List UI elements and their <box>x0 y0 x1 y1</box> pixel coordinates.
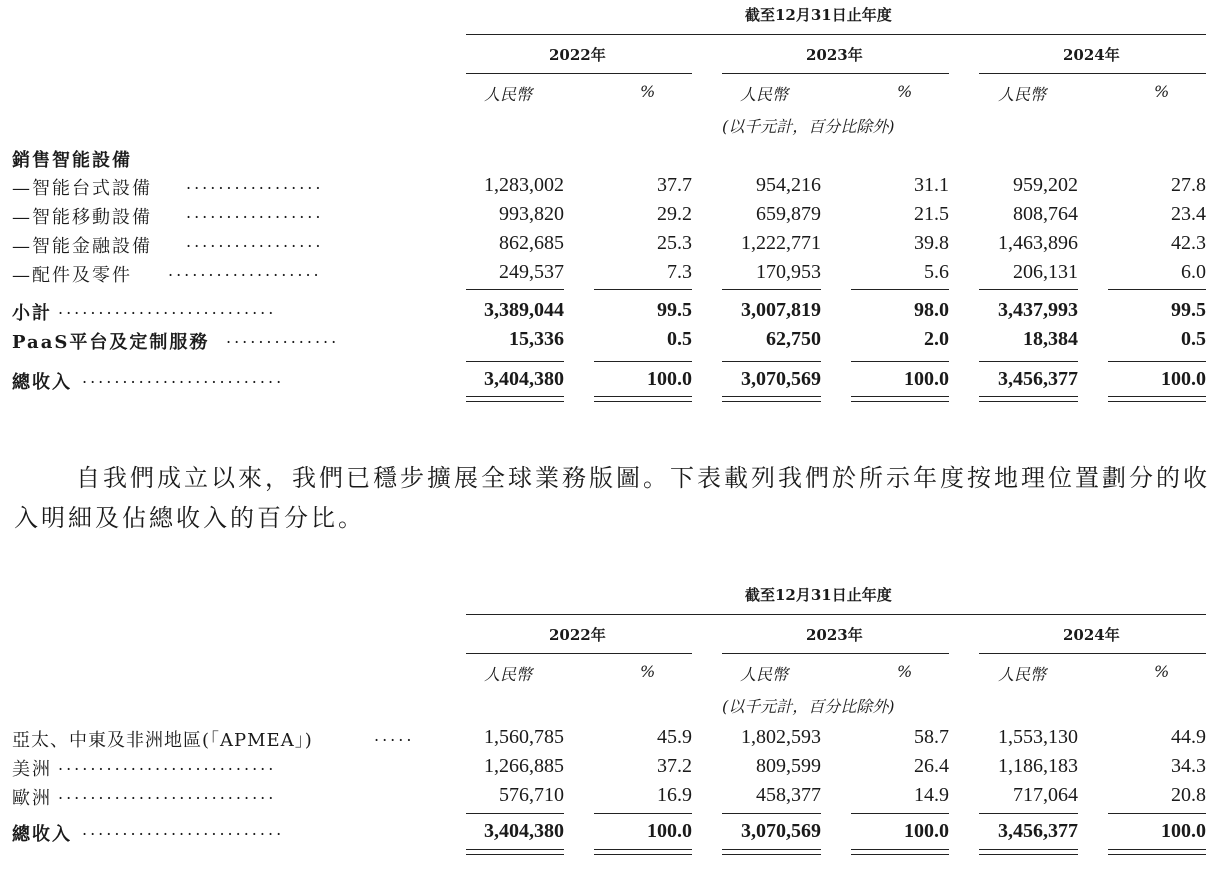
value-cell: 1,266,885 <box>484 755 564 777</box>
value-cell: 170,953 <box>756 261 821 283</box>
year-header-2023: 2023年 <box>806 46 863 64</box>
divider <box>722 849 821 850</box>
column-header-rmb: 人民幣 <box>740 665 789 684</box>
row-label: 歐洲 <box>12 788 52 809</box>
value-cell: 959,202 <box>1013 174 1078 196</box>
value-cell: 31.1 <box>914 174 949 196</box>
leader-dots: ................. <box>186 203 324 222</box>
value-cell: 3,070,569 <box>741 368 821 390</box>
divider <box>594 401 692 402</box>
divider <box>851 361 949 362</box>
value-cell: 27.8 <box>1171 174 1206 196</box>
column-header-rmb: 人民幣 <box>740 85 789 104</box>
value-cell: 7.3 <box>667 261 692 283</box>
divider <box>722 361 821 362</box>
row-label: —配件及零件 <box>12 265 132 286</box>
row-label: PaaS平台及定制服務 <box>12 332 210 353</box>
value-cell: 99.5 <box>657 299 692 321</box>
value-cell: 3,456,377 <box>998 368 1078 390</box>
value-cell: 3,404,380 <box>484 820 564 842</box>
value-cell: 25.3 <box>657 232 692 254</box>
column-header-pct: % <box>640 82 656 101</box>
divider <box>722 73 949 74</box>
divider <box>851 401 949 402</box>
divider <box>466 396 564 397</box>
leader-dots: ........................... <box>58 784 277 803</box>
value-cell: 717,064 <box>1013 784 1078 806</box>
divider <box>466 289 564 290</box>
value-cell: 1,560,785 <box>484 726 564 748</box>
value-cell: 18,384 <box>1023 328 1078 350</box>
divider <box>594 813 692 814</box>
divider <box>979 396 1078 397</box>
value-cell: 1,802,593 <box>741 726 821 748</box>
leader-dots: ......................... <box>82 368 285 387</box>
divider <box>979 73 1206 74</box>
value-cell: 3,389,044 <box>484 299 564 321</box>
value-cell: 0.5 <box>667 328 692 350</box>
body-paragraph <box>14 458 1214 538</box>
column-header-pct: % <box>640 662 656 681</box>
divider <box>722 401 821 402</box>
divider <box>466 849 564 850</box>
value-cell: 26.4 <box>914 755 949 777</box>
column-header-pct: % <box>1154 82 1170 101</box>
divider <box>466 854 564 855</box>
value-cell: 993,820 <box>499 203 564 225</box>
value-cell: 100.0 <box>1161 820 1206 842</box>
divider <box>851 854 949 855</box>
divider <box>466 34 1206 35</box>
divider <box>594 854 692 855</box>
year-header-2024: 2024年 <box>1063 626 1120 644</box>
divider <box>466 361 564 362</box>
value-cell: 58.7 <box>914 726 949 748</box>
divider <box>1108 813 1206 814</box>
value-cell: 62,750 <box>766 328 821 350</box>
column-header-rmb: 人民幣 <box>998 665 1047 684</box>
unit-note: (以千元計，百分比除外) <box>722 117 895 136</box>
leader-dots: ........................... <box>58 755 277 774</box>
value-cell: 14.9 <box>914 784 949 806</box>
value-cell: 37.2 <box>657 755 692 777</box>
divider <box>466 653 692 654</box>
row-label: 美洲 <box>12 759 52 780</box>
value-cell: 808,764 <box>1013 203 1078 225</box>
divider <box>594 396 692 397</box>
leader-dots: ................... <box>168 261 322 280</box>
value-cell: 3,007,819 <box>741 299 821 321</box>
divider <box>722 653 949 654</box>
value-cell: 3,070,569 <box>741 820 821 842</box>
year-header-2024: 2024年 <box>1063 46 1120 64</box>
column-header-pct: % <box>897 82 913 101</box>
column-header-rmb: 人民幣 <box>998 85 1047 104</box>
divider <box>722 854 821 855</box>
column-header-pct: % <box>1154 662 1170 681</box>
divider <box>1108 396 1206 397</box>
value-cell: 0.5 <box>1181 328 1206 350</box>
divider <box>851 813 949 814</box>
value-cell: 42.3 <box>1171 232 1206 254</box>
row-label: 亞太、中東及非洲地區(「APMEA」) <box>12 730 313 751</box>
value-cell: 21.5 <box>914 203 949 225</box>
value-cell: 100.0 <box>1161 368 1206 390</box>
value-cell: 15,336 <box>509 328 564 350</box>
row-label: 總收入 <box>12 824 72 845</box>
divider <box>594 361 692 362</box>
value-cell: 1,283,002 <box>484 174 564 196</box>
divider <box>979 401 1078 402</box>
divider <box>979 854 1078 855</box>
value-cell: 659,879 <box>756 203 821 225</box>
year-header-2022: 2022年 <box>549 46 606 64</box>
divider <box>1108 849 1206 850</box>
column-header-pct: % <box>897 662 913 681</box>
row-label: —智能台式設備 <box>12 178 152 199</box>
value-cell: 16.9 <box>657 784 692 806</box>
value-cell: 2.0 <box>924 328 949 350</box>
value-cell: 98.0 <box>914 299 949 321</box>
divider <box>594 849 692 850</box>
divider <box>851 396 949 397</box>
value-cell: 37.7 <box>657 174 692 196</box>
value-cell: 1,222,771 <box>741 232 821 254</box>
leader-dots: ................. <box>186 232 324 251</box>
leader-dots: .............. <box>226 328 340 347</box>
divider <box>979 289 1078 290</box>
divider <box>1108 361 1206 362</box>
row-label: 總收入 <box>12 372 72 393</box>
unit-note: (以千元計，百分比除外) <box>722 697 895 716</box>
row-label: 小計 <box>12 303 52 324</box>
divider <box>466 813 564 814</box>
value-cell: 249,537 <box>499 261 564 283</box>
value-cell: 99.5 <box>1171 299 1206 321</box>
divider <box>979 361 1078 362</box>
column-header-rmb: 人民幣 <box>484 85 533 104</box>
section-label: 銷售智能設備 <box>12 150 132 171</box>
period-header: 截至12月31日止年度 <box>745 6 892 24</box>
divider <box>1108 854 1206 855</box>
divider <box>722 289 821 290</box>
value-cell: 862,685 <box>499 232 564 254</box>
value-cell: 6.0 <box>1181 261 1206 283</box>
value-cell: 1,553,130 <box>998 726 1078 748</box>
value-cell: 39.8 <box>914 232 949 254</box>
divider <box>466 73 692 74</box>
value-cell: 1,186,183 <box>998 755 1078 777</box>
divider <box>851 849 949 850</box>
year-header-2022: 2022年 <box>549 626 606 644</box>
value-cell: 100.0 <box>647 820 692 842</box>
divider <box>722 813 821 814</box>
value-cell: 206,131 <box>1013 261 1078 283</box>
value-cell: 100.0 <box>647 368 692 390</box>
divider <box>466 401 564 402</box>
divider <box>594 289 692 290</box>
value-cell: 576,710 <box>499 784 564 806</box>
value-cell: 45.9 <box>657 726 692 748</box>
value-cell: 3,404,380 <box>484 368 564 390</box>
paragraph-text: 自我們成立以來，我們已穩步擴展全球業務版圖。下表載列我們於所示年度按地理位置劃分的收入明細及佔總收入的百分比。 <box>14 464 1210 532</box>
value-cell: 3,437,993 <box>998 299 1078 321</box>
divider <box>722 396 821 397</box>
value-cell: 458,377 <box>756 784 821 806</box>
leader-dots: ......................... <box>82 820 285 839</box>
divider <box>851 289 949 290</box>
value-cell: 1,463,896 <box>998 232 1078 254</box>
divider <box>466 614 1206 615</box>
leader-dots: ................. <box>186 174 324 193</box>
leader-dots: ........................... <box>58 299 277 318</box>
divider <box>979 653 1206 654</box>
value-cell: 3,456,377 <box>998 820 1078 842</box>
divider <box>1108 289 1206 290</box>
divider <box>979 813 1078 814</box>
divider <box>979 849 1078 850</box>
value-cell: 100.0 <box>904 820 949 842</box>
value-cell: 20.8 <box>1171 784 1206 806</box>
value-cell: 44.9 <box>1171 726 1206 748</box>
value-cell: 23.4 <box>1171 203 1206 225</box>
column-header-rmb: 人民幣 <box>484 665 533 684</box>
value-cell: 5.6 <box>924 261 949 283</box>
year-header-2023: 2023年 <box>806 626 863 644</box>
divider <box>1108 401 1206 402</box>
value-cell: 29.2 <box>657 203 692 225</box>
value-cell: 100.0 <box>904 368 949 390</box>
period-header: 截至12月31日止年度 <box>745 586 892 604</box>
value-cell: 34.3 <box>1171 755 1206 777</box>
value-cell: 809,599 <box>756 755 821 777</box>
value-cell: 954,216 <box>756 174 821 196</box>
row-label: —智能金融設備 <box>12 236 152 257</box>
leader-dots: ..... <box>374 726 415 745</box>
row-label: —智能移動設備 <box>12 207 152 228</box>
